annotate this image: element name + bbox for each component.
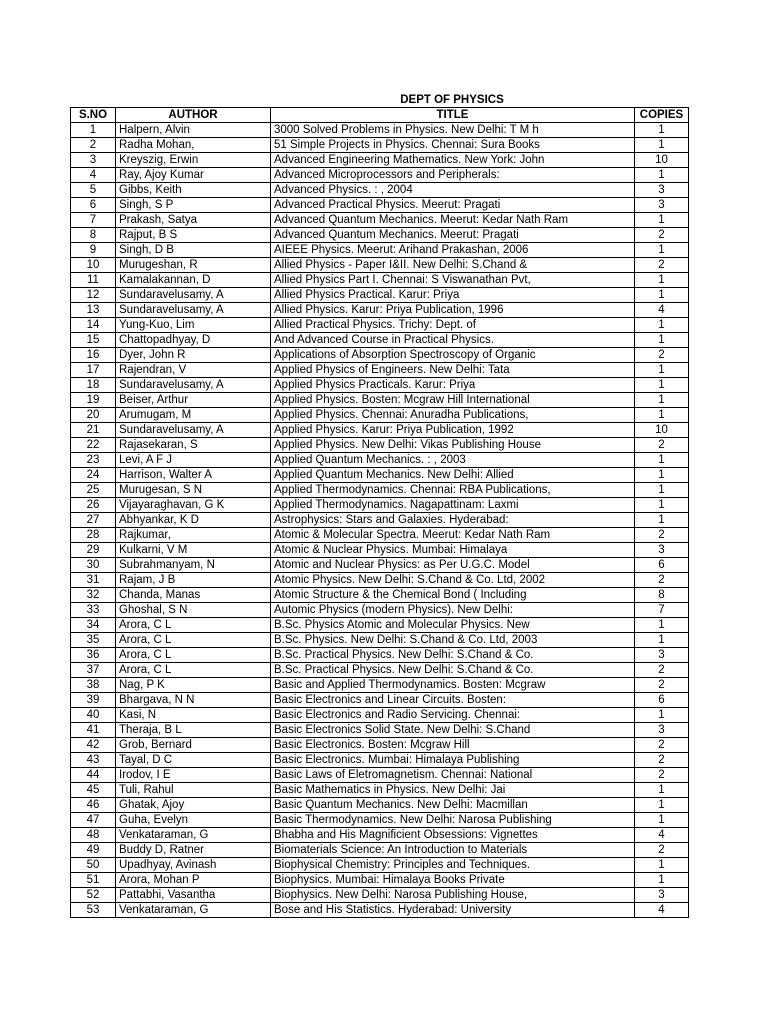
- cell-title: Applied Physics. Chennai: Anuradha Publications,: [271, 408, 635, 423]
- cell-title: Basic Thermodynamics. New Delhi: Narosa Publishing: [271, 813, 635, 828]
- cell-author: Venkataraman, G: [116, 828, 271, 843]
- cell-sno: 29: [71, 543, 116, 558]
- cell-title: Basic and Applied Thermodynamics. Bosten: Mcgraw: [271, 678, 635, 693]
- table-row: [71, 873, 689, 888]
- cell-title: Allied Physics Part I. Chennai: S Viswanathan Pvt,: [271, 273, 635, 288]
- cell-copies: 1: [635, 243, 689, 258]
- cell-copies: 1: [635, 288, 689, 303]
- cell-author: Sundaravelusamy, A: [116, 303, 271, 318]
- cell-copies: 6: [635, 558, 689, 573]
- cell-title: Automic Physics (modern Physics). New Delhi:: [271, 603, 635, 618]
- table-row: [71, 708, 689, 723]
- cell-sno: 5: [71, 183, 116, 198]
- cell-sno: 42: [71, 738, 116, 753]
- cell-title: Applied Physics. New Delhi: Vikas Publishing House: [271, 438, 635, 453]
- cell-title: Advanced Quantum Mechanics. Meerut: Pragati: [271, 228, 635, 243]
- cell-author: Rajendran, V: [116, 363, 271, 378]
- cell-author: Rajam, J B: [116, 573, 271, 588]
- cell-title: Applied Thermodynamics. Nagapattinam: Laxmi: [271, 498, 635, 513]
- cell-title: Biomaterials Science: An Introduction to Materials: [271, 843, 635, 858]
- table-row: [71, 723, 689, 738]
- cell-sno: 14: [71, 318, 116, 333]
- cell-author: Chattopadhyay, D: [116, 333, 271, 348]
- cell-copies: 1: [635, 813, 689, 828]
- cell-sno: 33: [71, 603, 116, 618]
- table-row: [71, 498, 689, 513]
- cell-copies: 1: [635, 393, 689, 408]
- cell-author: Guha, Evelyn: [116, 813, 271, 828]
- table-row: [71, 783, 689, 798]
- table-row: [71, 843, 689, 858]
- cell-sno: 8: [71, 228, 116, 243]
- cell-title: B.Sc. Practical Physics. New Delhi: S.Chand & Co.: [271, 663, 635, 678]
- cell-copies: 4: [635, 828, 689, 843]
- page-title: DEPT OF PHYSICS: [400, 94, 504, 106]
- cell-copies: 3: [635, 648, 689, 663]
- cell-author: Venkataraman, G: [116, 903, 271, 918]
- cell-author: Yung-Kuo, Lim: [116, 318, 271, 333]
- cell-copies: 1: [635, 468, 689, 483]
- table-row: [71, 858, 689, 873]
- table-row: [71, 693, 689, 708]
- cell-copies: 1: [635, 633, 689, 648]
- cell-copies: 2: [635, 258, 689, 273]
- cell-title: And Advanced Course in Practical Physics.: [271, 333, 635, 348]
- cell-sno: 53: [71, 903, 116, 918]
- table-row: [71, 753, 689, 768]
- table-row: [71, 168, 689, 183]
- cell-copies: 1: [635, 273, 689, 288]
- cell-sno: 10: [71, 258, 116, 273]
- table-row: [71, 513, 689, 528]
- cell-sno: 13: [71, 303, 116, 318]
- table-row: [71, 738, 689, 753]
- table-row: [71, 483, 689, 498]
- table-row: [71, 408, 689, 423]
- cell-copies: 1: [635, 363, 689, 378]
- cell-title: Applied Thermodynamics. Chennai: RBA Publications,: [271, 483, 635, 498]
- cell-title: AIEEE Physics. Meerut: Arihand Prakashan, 2006: [271, 243, 635, 258]
- table-row: [71, 573, 689, 588]
- cell-author: Kreyszig, Erwin: [116, 153, 271, 168]
- table-row: [71, 333, 689, 348]
- table-row: [71, 153, 689, 168]
- table-row: [71, 603, 689, 618]
- cell-title: Basic Electronics Solid State. New Delhi: S.Chand: [271, 723, 635, 738]
- table-row: [71, 303, 689, 318]
- table-row: [71, 438, 689, 453]
- cell-title: Applied Physics Practicals. Karur: Priya: [271, 378, 635, 393]
- cell-copies: 1: [635, 408, 689, 423]
- cell-copies: 4: [635, 303, 689, 318]
- cell-author: Halpern, Alvin: [116, 123, 271, 138]
- cell-title: Allied Physics Practical. Karur: Priya: [271, 288, 635, 303]
- cell-sno: 25: [71, 483, 116, 498]
- cell-sno: 11: [71, 273, 116, 288]
- column-header-author: AUTHOR: [116, 108, 271, 123]
- cell-copies: 1: [635, 333, 689, 348]
- cell-title: Bose and His Statistics. Hyderabad: University: [271, 903, 635, 918]
- cell-copies: 1: [635, 378, 689, 393]
- cell-title: Advanced Microprocessors and Peripherals:: [271, 168, 635, 183]
- cell-sno: 20: [71, 408, 116, 423]
- table-row: [71, 663, 689, 678]
- cell-sno: 43: [71, 753, 116, 768]
- table-row: [71, 468, 689, 483]
- column-header-title: TITLE: [271, 108, 635, 123]
- cell-copies: 1: [635, 498, 689, 513]
- cell-sno: 7: [71, 213, 116, 228]
- cell-copies: 1: [635, 708, 689, 723]
- table-row: [71, 798, 689, 813]
- cell-author: Radha Mohan,: [116, 138, 271, 153]
- cell-author: Murugeshan, R: [116, 258, 271, 273]
- table-row: [71, 888, 689, 903]
- cell-copies: 8: [635, 588, 689, 603]
- cell-sno: 1: [71, 123, 116, 138]
- cell-author: Dyer, John R: [116, 348, 271, 363]
- table-row: [71, 453, 689, 468]
- cell-author: Gibbs, Keith: [116, 183, 271, 198]
- cell-title: Biophysics. Mumbai: Himalaya Books Private: [271, 873, 635, 888]
- cell-author: Tayal, D C: [116, 753, 271, 768]
- cell-title: Biophysics. New Delhi: Narosa Publishing House,: [271, 888, 635, 903]
- table-row: [71, 258, 689, 273]
- table-row: [71, 198, 689, 213]
- table-row: [71, 678, 689, 693]
- cell-title: B.Sc. Physics Atomic and Molecular Physics. New: [271, 618, 635, 633]
- cell-sno: 6: [71, 198, 116, 213]
- cell-sno: 21: [71, 423, 116, 438]
- table-row: [71, 348, 689, 363]
- cell-sno: 52: [71, 888, 116, 903]
- cell-copies: 2: [635, 438, 689, 453]
- cell-sno: 35: [71, 633, 116, 648]
- cell-copies: 2: [635, 678, 689, 693]
- table-row: [71, 423, 689, 438]
- book-catalog-table: [70, 107, 689, 918]
- cell-sno: 50: [71, 858, 116, 873]
- cell-copies: 1: [635, 213, 689, 228]
- cell-title: Applications of Absorption Spectroscopy of Organic: [271, 348, 635, 363]
- cell-copies: 1: [635, 123, 689, 138]
- table-row: [71, 813, 689, 828]
- cell-author: Bhargava, N N: [116, 693, 271, 708]
- cell-copies: 10: [635, 423, 689, 438]
- cell-copies: 10: [635, 153, 689, 168]
- cell-author: Harrison, Walter A: [116, 468, 271, 483]
- cell-copies: 3: [635, 198, 689, 213]
- table-row: [71, 183, 689, 198]
- cell-sno: 44: [71, 768, 116, 783]
- cell-title: Biophysical Chemistry: Principles and Techniques.: [271, 858, 635, 873]
- cell-sno: 9: [71, 243, 116, 258]
- column-header-sno: S.NO: [71, 108, 116, 123]
- cell-copies: 1: [635, 858, 689, 873]
- cell-sno: 26: [71, 498, 116, 513]
- cell-sno: 30: [71, 558, 116, 573]
- cell-title: B.Sc. Physics. New Delhi: S.Chand & Co. Ltd, 2003: [271, 633, 635, 648]
- cell-copies: 2: [635, 843, 689, 858]
- cell-author: Tuli, Rahul: [116, 783, 271, 798]
- cell-copies: 3: [635, 183, 689, 198]
- cell-sno: 28: [71, 528, 116, 543]
- cell-author: Ray, Ajoy Kumar: [116, 168, 271, 183]
- cell-sno: 31: [71, 573, 116, 588]
- cell-title: Allied Physics - Paper I&II. New Delhi: S.Chand &: [271, 258, 635, 273]
- cell-sno: 47: [71, 813, 116, 828]
- table-row: [71, 393, 689, 408]
- cell-author: Chanda, Manas: [116, 588, 271, 603]
- table-row: [71, 123, 689, 138]
- cell-copies: 1: [635, 483, 689, 498]
- cell-author: Singh, D B: [116, 243, 271, 258]
- table-row: [71, 228, 689, 243]
- cell-copies: 2: [635, 348, 689, 363]
- cell-author: Kamalakannan, D: [116, 273, 271, 288]
- cell-title: Atomic Physics. New Delhi: S.Chand & Co. Ltd, 2002: [271, 573, 635, 588]
- cell-title: Allied Practical Physics. Trichy: Dept. of: [271, 318, 635, 333]
- cell-author: Arora, Mohan P: [116, 873, 271, 888]
- cell-copies: 4: [635, 903, 689, 918]
- cell-title: Atomic and Nuclear Physics: as Per U.G.C. Model: [271, 558, 635, 573]
- cell-title: Advanced Engineering Mathematics. New York: John: [271, 153, 635, 168]
- cell-title: Atomic & Molecular Spectra. Meerut: Kedar Nath Ram: [271, 528, 635, 543]
- cell-copies: 6: [635, 693, 689, 708]
- table-row: [71, 588, 689, 603]
- cell-sno: 17: [71, 363, 116, 378]
- cell-copies: 1: [635, 318, 689, 333]
- cell-copies: 3: [635, 723, 689, 738]
- cell-sno: 41: [71, 723, 116, 738]
- cell-title: Advanced Quantum Mechanics. Meerut: Kedar Nath Ram: [271, 213, 635, 228]
- cell-author: Arora, C L: [116, 618, 271, 633]
- cell-copies: 1: [635, 618, 689, 633]
- cell-sno: 4: [71, 168, 116, 183]
- cell-sno: 36: [71, 648, 116, 663]
- cell-author: Kulkarni, V M: [116, 543, 271, 558]
- cell-title: Basic Electronics and Radio Servicing. Chennai:: [271, 708, 635, 723]
- cell-title: 51 Simple Projects in Physics. Chennai: Sura Books: [271, 138, 635, 153]
- cell-sno: 3: [71, 153, 116, 168]
- cell-title: Applied Quantum Mechanics. New Delhi: Allied: [271, 468, 635, 483]
- cell-copies: 3: [635, 543, 689, 558]
- cell-sno: 45: [71, 783, 116, 798]
- cell-title: Basic Electronics. Bosten: Mcgraw Hill: [271, 738, 635, 753]
- cell-sno: 38: [71, 678, 116, 693]
- cell-title: B.Sc. Practical Physics. New Delhi: S.Chand & Co.: [271, 648, 635, 663]
- cell-author: Ghoshal, S N: [116, 603, 271, 618]
- table-row: [71, 903, 689, 918]
- table-row: [71, 243, 689, 258]
- table-row: [71, 363, 689, 378]
- cell-sno: 37: [71, 663, 116, 678]
- cell-sno: 19: [71, 393, 116, 408]
- cell-copies: 2: [635, 663, 689, 678]
- cell-sno: 16: [71, 348, 116, 363]
- cell-author: Prakash, Satya: [116, 213, 271, 228]
- cell-author: Sundaravelusamy, A: [116, 288, 271, 303]
- cell-sno: 48: [71, 828, 116, 843]
- cell-sno: 40: [71, 708, 116, 723]
- cell-copies: 1: [635, 513, 689, 528]
- table-row: [71, 633, 689, 648]
- cell-author: Vijayaraghavan, G K: [116, 498, 271, 513]
- cell-author: Arumugam, M: [116, 408, 271, 423]
- table-row: [71, 768, 689, 783]
- cell-sno: 32: [71, 588, 116, 603]
- cell-title: Applied Physics of Engineers. New Delhi: Tata: [271, 363, 635, 378]
- cell-sno: 15: [71, 333, 116, 348]
- cell-sno: 2: [71, 138, 116, 153]
- cell-sno: 51: [71, 873, 116, 888]
- table-row: [71, 618, 689, 633]
- cell-sno: 34: [71, 618, 116, 633]
- cell-sno: 18: [71, 378, 116, 393]
- cell-title: Basic Electronics. Mumbai: Himalaya Publishing: [271, 753, 635, 768]
- cell-copies: 1: [635, 138, 689, 153]
- cell-copies: 3: [635, 888, 689, 903]
- cell-title: Atomic & Nuclear Physics. Mumbai: Himalaya: [271, 543, 635, 558]
- cell-copies: 1: [635, 783, 689, 798]
- cell-author: Kasi, N: [116, 708, 271, 723]
- cell-author: Arora, C L: [116, 648, 271, 663]
- cell-copies: 7: [635, 603, 689, 618]
- cell-title: Basic Mathematics in Physics. New Delhi: Jai: [271, 783, 635, 798]
- cell-author: Arora, C L: [116, 663, 271, 678]
- table-row: [71, 528, 689, 543]
- cell-copies: 1: [635, 168, 689, 183]
- cell-author: Pattabhi, Vasantha: [116, 888, 271, 903]
- cell-author: Ghatak, Ajoy: [116, 798, 271, 813]
- cell-title: Basic Electronics and Linear Circuits. Bosten:: [271, 693, 635, 708]
- table-row: [71, 828, 689, 843]
- cell-author: Rajasekaran, S: [116, 438, 271, 453]
- cell-author: Murugesan, S N: [116, 483, 271, 498]
- table-header-row: [71, 108, 689, 123]
- cell-sno: 46: [71, 798, 116, 813]
- cell-author: Upadhyay, Avinash: [116, 858, 271, 873]
- cell-author: Levi, A F J: [116, 453, 271, 468]
- table-row: [71, 543, 689, 558]
- cell-author: Sundaravelusamy, A: [116, 423, 271, 438]
- cell-author: Singh, S P: [116, 198, 271, 213]
- table-row: [71, 558, 689, 573]
- table-row: [71, 378, 689, 393]
- table-row: [71, 648, 689, 663]
- cell-copies: 2: [635, 738, 689, 753]
- cell-author: Abhyankar, K D: [116, 513, 271, 528]
- cell-copies: 2: [635, 573, 689, 588]
- cell-title: Applied Physics. Bosten: Mcgraw Hill International: [271, 393, 635, 408]
- cell-sno: 12: [71, 288, 116, 303]
- cell-copies: 2: [635, 228, 689, 243]
- cell-copies: 1: [635, 453, 689, 468]
- cell-title: Basic Quantum Mechanics. New Delhi: Macmillan: [271, 798, 635, 813]
- cell-author: Rajkumar,: [116, 528, 271, 543]
- cell-title: Applied Physics. Karur: Priya Publication, 1992: [271, 423, 635, 438]
- cell-author: Irodov, I E: [116, 768, 271, 783]
- cell-author: Theraja, B L: [116, 723, 271, 738]
- cell-author: Subrahmanyam, N: [116, 558, 271, 573]
- cell-title: Applied Quantum Mechanics. : , 2003: [271, 453, 635, 468]
- cell-sno: 39: [71, 693, 116, 708]
- cell-sno: 22: [71, 438, 116, 453]
- cell-title: 3000 Solved Problems in Physics. New Delhi: T M h: [271, 123, 635, 138]
- cell-author: Grob, Bernard: [116, 738, 271, 753]
- cell-title: Advanced Physics. : , 2004: [271, 183, 635, 198]
- cell-title: Advanced Practical Physics. Meerut: Pragati: [271, 198, 635, 213]
- cell-copies: 2: [635, 528, 689, 543]
- cell-author: Buddy D, Ratner: [116, 843, 271, 858]
- cell-author: Nag, P K: [116, 678, 271, 693]
- cell-sno: 24: [71, 468, 116, 483]
- table-row: [71, 138, 689, 153]
- cell-author: Sundaravelusamy, A: [116, 378, 271, 393]
- cell-title: Astrophysics: Stars and Galaxies. Hyderabad:: [271, 513, 635, 528]
- cell-title: Basic Laws of Eletromagnetism. Chennai: National: [271, 768, 635, 783]
- table-row: [71, 288, 689, 303]
- table-row: [71, 213, 689, 228]
- cell-copies: 1: [635, 798, 689, 813]
- cell-title: Allied Physics. Karur: Priya Publication, 1996: [271, 303, 635, 318]
- table-body: [71, 123, 689, 918]
- cell-title: Atomic Structure & the Chemical Bond ( Including: [271, 588, 635, 603]
- cell-author: Rajput, B S: [116, 228, 271, 243]
- cell-copies: 1: [635, 873, 689, 888]
- cell-author: Beiser, Arthur: [116, 393, 271, 408]
- cell-copies: 2: [635, 768, 689, 783]
- cell-sno: 49: [71, 843, 116, 858]
- table-row: [71, 318, 689, 333]
- cell-sno: 27: [71, 513, 116, 528]
- cell-copies: 2: [635, 753, 689, 768]
- cell-sno: 23: [71, 453, 116, 468]
- cell-title: Bhabha and His Magnificient Obsessions: Vignettes: [271, 828, 635, 843]
- table-row: [71, 273, 689, 288]
- column-header-copies: COPIES: [635, 108, 689, 123]
- cell-author: Arora, C L: [116, 633, 271, 648]
